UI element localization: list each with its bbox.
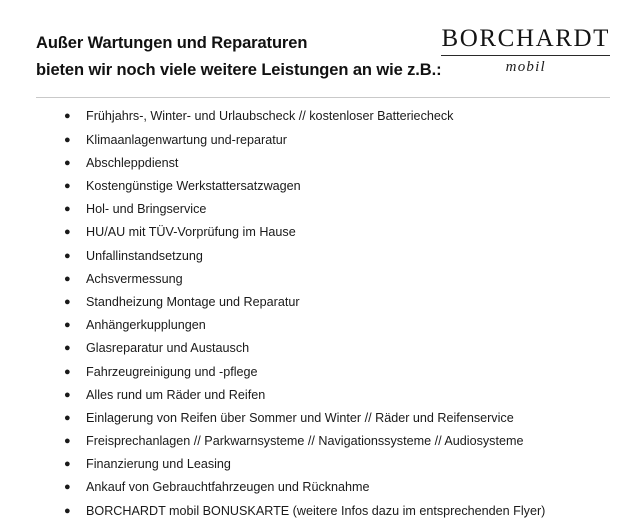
- page-title-line-1: Außer Wartungen und Reparaturen: [36, 34, 308, 52]
- bullet-icon: ●: [64, 156, 71, 169]
- list-item: [64, 342, 612, 355]
- logo-wordmark: BORCHARDT: [441, 25, 611, 52]
- list-item: [64, 110, 612, 123]
- list-item: [64, 296, 612, 309]
- list-item-label: BORCHARDT mobil BONUSKARTE (weitere Infos dazu im entsprechenden Flyer): [86, 503, 546, 518]
- logo: [441, 24, 614, 76]
- list-item: [64, 366, 612, 379]
- list-item-label: Glasreparatur und Austausch: [86, 341, 250, 356]
- list-item-label: Standheizung Montage und Reparatur: [86, 294, 300, 309]
- list-item-label: Fahrzeugreinigung und -pflege: [86, 364, 258, 379]
- list-item: [64, 273, 612, 286]
- bullet-icon: ●: [64, 319, 71, 332]
- list-item: [64, 226, 612, 239]
- list-item-label: Abschleppdienst: [86, 155, 179, 170]
- list-item-label: Anhängerkupplungen: [86, 318, 206, 333]
- list-item-label: Finanzierung und Leasing: [86, 457, 231, 472]
- list-item: [64, 505, 612, 518]
- services-list: [36, 110, 612, 517]
- list-item: [64, 157, 612, 170]
- list-item-label: Unfallinstandsetzung: [86, 248, 203, 263]
- list-item: [64, 481, 612, 494]
- list-item: [64, 458, 612, 471]
- bullet-icon: ●: [64, 110, 71, 123]
- list-item-label: Klimaanlagenwartung und-reparatur: [86, 132, 287, 147]
- list-item-label: Freisprechanlagen // Parkwarnsysteme // Navigationssysteme // Audiosysteme: [86, 434, 524, 449]
- bullet-icon: ●: [64, 365, 71, 378]
- list-item: [64, 250, 612, 263]
- bullet-icon: ●: [64, 388, 71, 401]
- bullet-icon: ●: [64, 295, 71, 308]
- page-title-line-2: bieten wir noch viele weitere Leistungen an wie z.B.:: [36, 60, 442, 79]
- logo-tagline: mobil: [505, 59, 546, 75]
- list-item: [64, 180, 612, 193]
- bullet-icon: ●: [64, 180, 71, 192]
- logo-divider: [441, 55, 610, 56]
- list-item: [64, 134, 612, 147]
- bullet-icon: ●: [64, 203, 71, 216]
- list-item: [64, 319, 612, 332]
- bullet-icon: ●: [64, 226, 71, 239]
- document-header: [36, 24, 612, 83]
- list-item-label: Frühjahrs-, Winter- und Urlaubscheck // kostenloser Batteriecheck: [86, 109, 454, 124]
- list-item: [64, 389, 612, 402]
- bullet-icon: ●: [64, 133, 71, 146]
- header-divider: [36, 97, 610, 98]
- list-item-label: Kostengünstige Werkstattersatzwagen: [86, 179, 301, 193]
- list-item: [64, 435, 612, 448]
- list-item-label: Alles rund um Räder und Reifen: [86, 387, 266, 402]
- bullet-icon: ●: [64, 504, 71, 517]
- bullet-icon: ●: [64, 272, 71, 285]
- list-item: [64, 203, 612, 216]
- bullet-icon: ●: [64, 435, 71, 448]
- page-title: [36, 24, 441, 83]
- bullet-icon: ●: [64, 481, 71, 494]
- bullet-icon: ●: [64, 411, 71, 424]
- bullet-icon: ●: [64, 458, 71, 471]
- bullet-icon: ●: [64, 249, 71, 262]
- list-item-label: Einlagerung von Reifen über Sommer und Winter // Räder und Reifenservice: [86, 410, 514, 425]
- list-item: [64, 412, 612, 425]
- list-item-label: HU/AU mit TÜV-Vorprüfung im Hause: [86, 225, 296, 240]
- list-item-label: Ankauf von Gebrauchtfahrzeugen und Rücknahme: [86, 480, 370, 495]
- bullet-icon: ●: [64, 342, 71, 355]
- list-item-label: Hol- und Bringservice: [86, 202, 207, 217]
- list-item-label: Achsvermessung: [86, 271, 183, 286]
